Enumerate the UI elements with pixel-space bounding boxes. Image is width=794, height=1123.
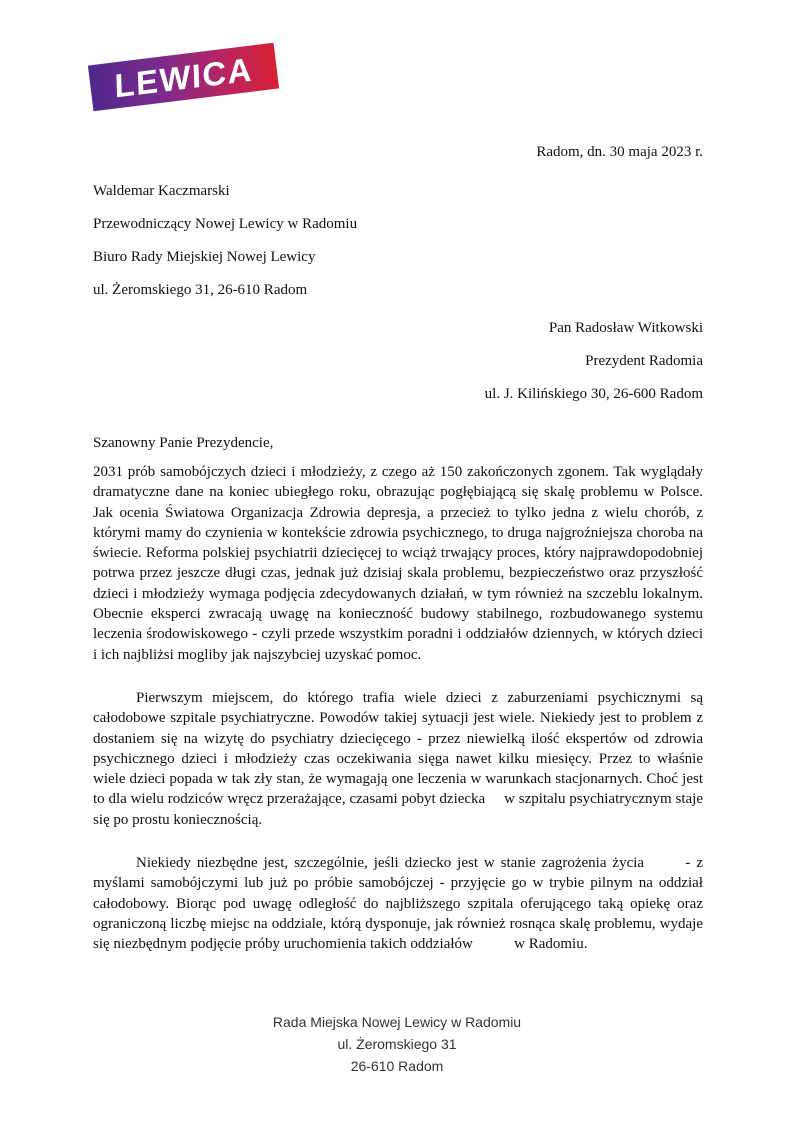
recipient-name: Pan Radosław Witkowski <box>548 320 703 336</box>
footer-block <box>0 1011 794 1077</box>
footer-organization: Rada Miejska Nowej Lewicy w Radomiu <box>272 1014 522 1030</box>
lewica-logo-text: LEWICA <box>113 49 254 105</box>
footer-street: ul. Żeromskiego 31 <box>337 1036 457 1052</box>
recipient-title: Prezydent Radomia <box>585 353 703 369</box>
salutation: Szanowny Panie Prezydencie, <box>93 435 274 451</box>
body-paragraph-2: Pierwszym miejscem, do którego trafia wiele dzieci z zaburzeniami psychicznymi są całodobowe szpitale psychiatryczne. Powodów takiej sytuacji jest wiele. Niekiedy jest to problem z dostaniem się na wizytę do psychiatry dziecięcego - przez niewielką ilość ekspertów od zdrowia psychicznego dzieci i młodzieży czas oczekiwania sięga nawet kilku miesięcy. Przez to właśnie wiele dzieci popada w tak zły stan, że wymagają one leczenia w warunkach stacjonarnych. Choć jest to dla wielu rodziców wręcz przerażające, czasami pobyt dziecka w szpitalu psychiatrycznym staje się po prostu koniecznością. <box>93 689 703 828</box>
footer-city: 26-610 Radom <box>350 1058 444 1074</box>
date-line: Radom, dn. 30 maja 2023 r. <box>536 144 703 160</box>
body-paragraph-1: 2031 prób samobójczych dzieci i młodzieży, z czego aż 150 zakończonych zgonem. Tak wyglądały dramatyczne dane na koniec ubiegłego roku, obrazując pogłębiającą się skalę problemu w Polsce. Jak ocenia Światowa Organizacja Zdrowia depresja, a przecież to tylko jedna z wielu chorób, z którymi mamy do czynienia w kontekście zdrowia psychicznego, to druga najgroźniejsza choroba na świecie. Reforma polskiej psychiatrii dziecięcej to wciąż trwający proces, który najprawdopodobniej potrwa przez jeszcze długi czas, jednak już dzisiaj skala problemu, bezpieczeństwo oraz przyszłość dzieci i młodzieży wymaga podjęcia zdecydowanych działań, w tym również na szczeblu lokalnym. Obecnie eksperci zwracają uwagę na konieczność budowy stabilnego, rozbudowanego systemu leczenia środowiskowego - czyli przede wszystkim poradni i oddziałów dziennych, w których dzieci i ich najbliżsi mogliby jak najszybciej uzyskać pomoc. <box>93 464 703 663</box>
recipient-address: ul. J. Kilińskiego 30, 26-600 Radom <box>484 386 703 402</box>
sender-name: Waldemar Kaczmarski <box>93 183 230 199</box>
sender-title: Przewodniczący Nowej Lewicy w Radomiu <box>93 216 358 232</box>
body-paragraph-3: Niekiedy niezbędne jest, szczególnie, jeśli dziecko jest w stanie zagrożenia życia - z myślami samobójczymi lub już po próbie samobójczej - przyjęcie go w trybie pilnym na oddział całodobowy. Biorąc pod uwagę odległość do najbliższego szpitala oferującego taką opiekę oraz ograniczoną liczbę miejsc na oddziale, którą dysponuje, jak również rosnąca skalę problemu, wydaje się niezbędnym podjęcie próby uruchomienia takich oddziałów w Radomiu. <box>93 855 703 953</box>
sender-block <box>93 175 703 307</box>
sender-office: Biuro Rady Miejskiej Nowej Lewicy <box>93 249 316 265</box>
sender-address: ul. Żeromskiego 31, 26-610 Radom <box>93 282 308 298</box>
recipient-block <box>93 312 703 411</box>
